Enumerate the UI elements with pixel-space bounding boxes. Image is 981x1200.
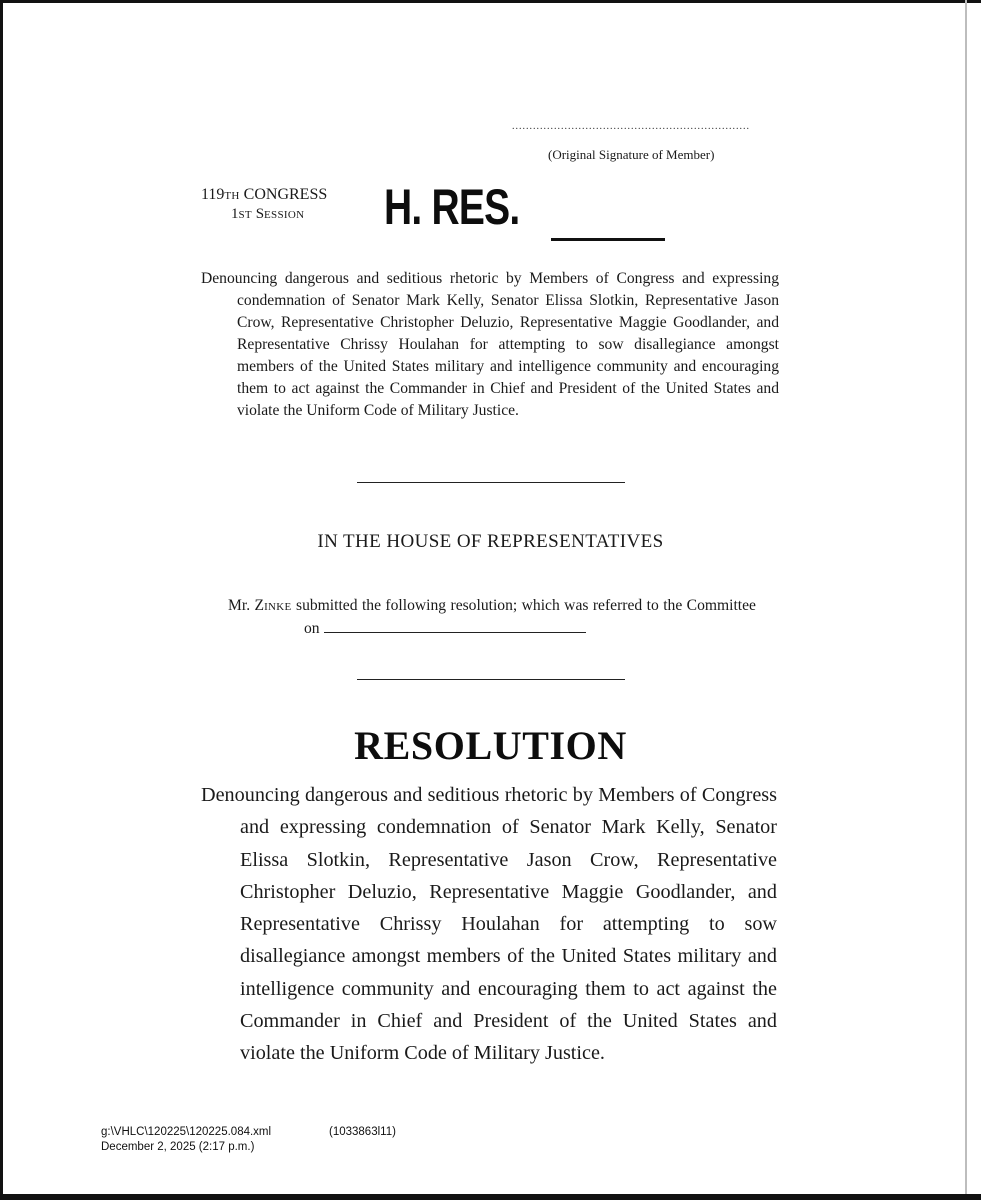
member-initial: Z bbox=[254, 597, 265, 614]
resolution-heading: RESOLUTION bbox=[354, 723, 627, 768]
congress-suffix: TH bbox=[224, 190, 240, 202]
submission-text: submitted the following resolution; which was referred to the Committee on bbox=[296, 597, 756, 637]
footer-info bbox=[101, 1125, 271, 1155]
signature-line: .................................................................... bbox=[512, 121, 750, 132]
signature-caption: (Original Signature of Member) bbox=[548, 147, 715, 162]
session-word: ESSION bbox=[264, 209, 305, 221]
bill-type-heading: H. RES. bbox=[384, 179, 520, 235]
congress-number: 119 bbox=[201, 186, 225, 203]
session-label bbox=[231, 205, 304, 224]
window-frame-bottom bbox=[0, 1194, 981, 1200]
footer-code: (1033863l11) bbox=[329, 1126, 396, 1138]
resolution-body: Denouncing dangerous and seditious rhetoric by Members of Congress and expressing condemnation of Senator Mark Kelly, Senator Elissa Slotkin, Representative Jason Crow, Representative Christopher Deluzio, Representative Maggie Goodlander, and Representative Chrissy Houlahan for attempting to sow disallegiance amongst members of the United States military and intelligence community and encouraging them to act against the Commander in Chief and President of the United States and violate the Uniform Code of Military Justice. bbox=[201, 784, 777, 1065]
session-number: 1 bbox=[231, 206, 239, 222]
chamber-heading: IN THE HOUSE OF REPRESENTATIVES bbox=[317, 531, 664, 552]
committee-blank bbox=[324, 620, 586, 633]
divider-rule-top bbox=[357, 482, 625, 483]
divider-rule-bottom bbox=[357, 679, 625, 680]
member-name-rest: INKE bbox=[264, 601, 292, 613]
window-frame-right bbox=[965, 0, 967, 1200]
bill-number-blank bbox=[551, 238, 665, 241]
congress-word: CONGRESS bbox=[243, 186, 328, 203]
submission-statement bbox=[228, 595, 756, 639]
session-suffix: ST bbox=[238, 209, 252, 221]
footer-timestamp: December 2, 2025 (2:17 p.m.) bbox=[101, 1141, 255, 1153]
congress-label bbox=[201, 186, 327, 205]
resolution-summary: Denouncing dangerous and seditious rhetoric by Members of Congress and expressing condemnation of Senator Mark Kelly, Senator Elissa Slotkin, Representative Jason Crow, Representative Christopher Deluzio, Representative Maggie Goodlander, and Representative Chrissy Houlahan for attempting to sow disallegiance amongst members of the United States military and intelligence community and encouraging them to act against the Commander in Chief and President of the United States and violate the Uniform Code of Military Justice. bbox=[201, 270, 779, 419]
member-title: Mr. bbox=[228, 597, 251, 614]
session-initial: S bbox=[255, 206, 265, 222]
footer-file-path: g:\VHLC\120225\120225.084.xml bbox=[101, 1126, 272, 1138]
